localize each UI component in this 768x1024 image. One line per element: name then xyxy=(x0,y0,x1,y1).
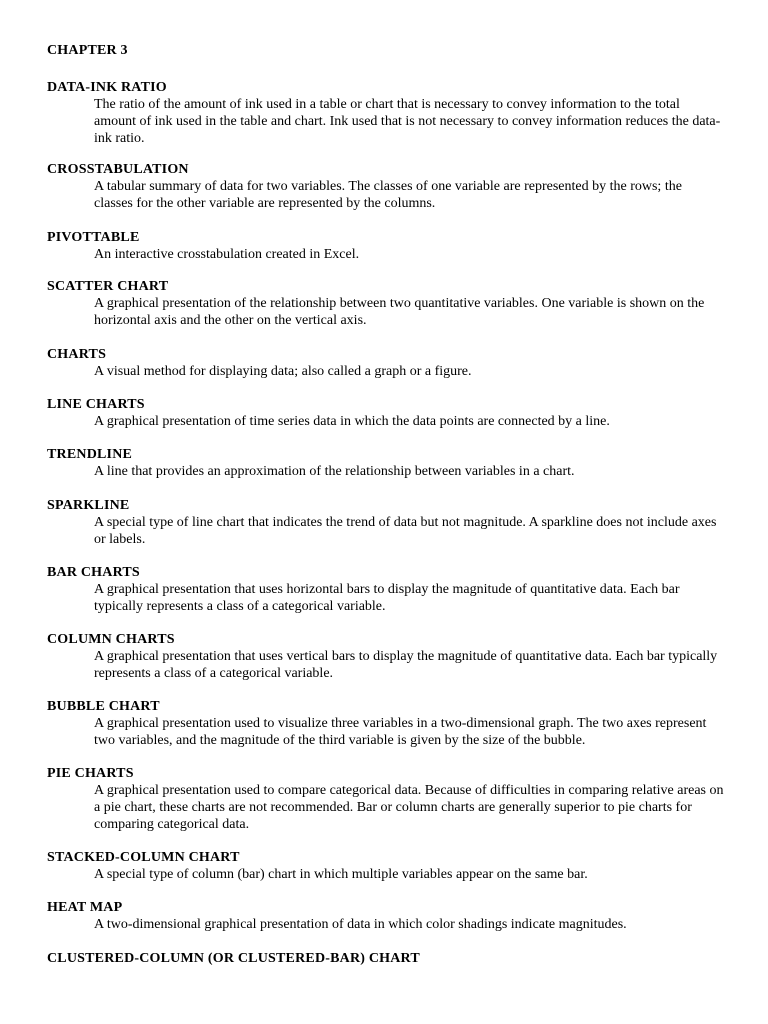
term-heading: SPARKLINE xyxy=(47,498,130,513)
term-definition: The ratio of the amount of ink used in a table or chart that is necessary to convey information to the total amount of ink used in the table and chart. Ink used that is not necessary to convey information reduces the data-ink ratio. xyxy=(94,97,721,146)
term-heading: BAR CHARTS xyxy=(47,565,140,580)
glossary-entry-scatter-chart xyxy=(47,278,727,329)
term-definition: A graphical presentation of the relationship between two quantitative variables. One variable is shown on the horizontal axis and the other on the vertical axis. xyxy=(94,296,705,328)
glossary-entry-line-charts xyxy=(47,396,727,430)
term-definition: A line that provides an approximation of the relationship between variables in a chart. xyxy=(94,464,575,479)
term-heading: CROSSTABULATION xyxy=(47,162,189,177)
glossary-entry-pivottable xyxy=(47,229,727,263)
term-definition: A special type of line chart that indicates the trend of data but not magnitude. A sparkline does not include axes or labels. xyxy=(94,515,717,547)
term-heading: CLUSTERED-COLUMN (OR CLUSTERED-BAR) CHART xyxy=(47,951,420,966)
term-definition: An interactive crosstabulation created in Excel. xyxy=(94,247,360,262)
glossary-entry-trendline xyxy=(47,446,727,480)
glossary-entry-crosstabulation xyxy=(47,161,727,212)
glossary-entry-clustered-column-chart xyxy=(47,950,727,967)
glossary-entry-bubble-chart xyxy=(47,698,727,749)
term-definition: A graphical presentation of time series data in which the data points are connected by a line. xyxy=(94,414,610,429)
term-definition: A graphical presentation used to visualize three variables in a two-dimensional graph. The two axes represent two variables, and the magnitude of the third variable is given by the size of the bubble. xyxy=(94,716,707,748)
term-heading: STACKED-COLUMN CHART xyxy=(47,850,240,865)
glossary-entry-stacked-column-chart xyxy=(47,849,727,883)
glossary-entry-heat-map xyxy=(47,899,727,933)
term-heading: HEAT MAP xyxy=(47,900,123,915)
term-heading: BUBBLE CHART xyxy=(47,699,160,714)
glossary-entry-column-charts xyxy=(47,631,727,682)
term-definition: A graphical presentation that uses vertical bars to display the magnitude of quantitative data. Each bar typically represents a class of a categorical variable. xyxy=(94,649,718,681)
term-heading: LINE CHARTS xyxy=(47,397,145,412)
term-definition: A tabular summary of data for two variables. The classes of one variable are represented by the rows; the classes for the other variable are represented by the columns. xyxy=(94,179,682,211)
glossary-entry-sparkline xyxy=(47,497,727,548)
term-definition: A graphical presentation used to compare categorical data. Because of difficulties in comparing relative areas on a pie chart, these charts are not recommended. Bar or column charts are generally superior to pie charts for comparing categorical data. xyxy=(94,783,724,832)
chapter-heading: CHAPTER 3 xyxy=(47,43,128,58)
glossary-entry-charts xyxy=(47,346,727,380)
term-heading: CHARTS xyxy=(47,347,107,362)
term-heading: DATA-INK RATIO xyxy=(47,80,167,95)
glossary-entry-data-ink-ratio xyxy=(47,79,727,147)
term-definition: A graphical presentation that uses horizontal bars to display the magnitude of quantitative data. Each bar typically represents a class of a categorical variable. xyxy=(94,582,680,614)
term-definition: A two-dimensional graphical presentation of data in which color shadings indicate magnitudes. xyxy=(94,917,627,932)
glossary-entry-bar-charts xyxy=(47,564,727,615)
term-heading: SCATTER CHART xyxy=(47,279,169,294)
term-definition: A visual method for displaying data; also called a graph or a figure. xyxy=(94,364,472,379)
glossary-entry-pie-charts xyxy=(47,765,727,833)
term-heading: PIE CHARTS xyxy=(47,766,134,781)
term-heading: COLUMN CHARTS xyxy=(47,632,175,647)
term-heading: PIVOTTABLE xyxy=(47,230,140,245)
term-heading: TRENDLINE xyxy=(47,447,133,462)
term-definition: A special type of column (bar) chart in which multiple variables appear on the same bar. xyxy=(94,867,588,882)
